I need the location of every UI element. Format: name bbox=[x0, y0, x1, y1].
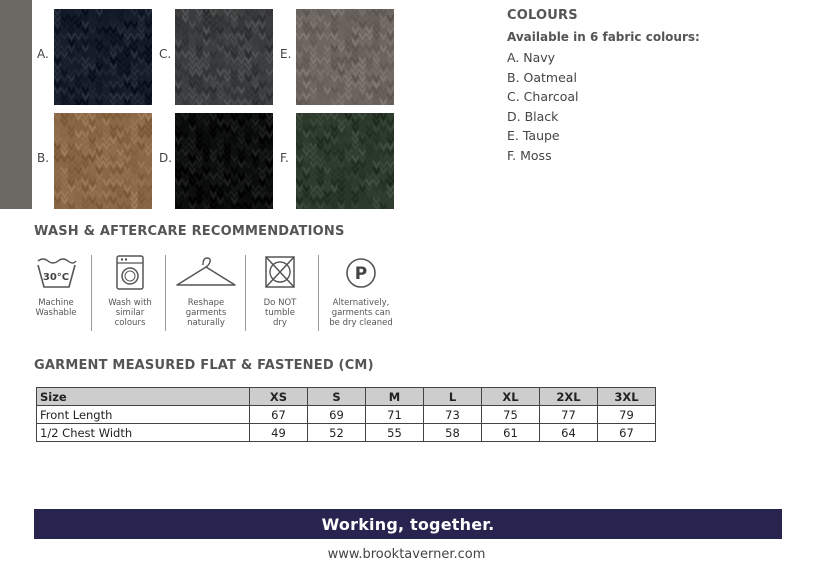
colours-panel bbox=[507, 8, 700, 167]
washing-machine-icon bbox=[110, 253, 150, 293]
colours-subtitle: Available in 6 fabric colours: bbox=[507, 30, 700, 44]
column-header: L bbox=[424, 388, 482, 406]
no-tumble-dry-icon bbox=[260, 253, 300, 293]
table-cell: 58 bbox=[424, 424, 482, 442]
care-title: WASH & AFTERCARE RECOMMENDATIONS bbox=[34, 224, 345, 239]
swatch-label-b: B. bbox=[37, 151, 50, 165]
size-table bbox=[36, 387, 656, 442]
colour-item: D. Black bbox=[507, 108, 559, 124]
swatch-taupe[interactable] bbox=[296, 9, 394, 105]
table-cell: 64 bbox=[540, 424, 598, 442]
svg-text:30°C: 30°C bbox=[42, 272, 70, 283]
colours-title: COLOURS bbox=[507, 8, 578, 23]
divider bbox=[91, 255, 92, 331]
swatch-moss[interactable] bbox=[296, 113, 394, 209]
swatch-charcoal[interactable] bbox=[175, 9, 273, 105]
colour-item: B. Oatmeal bbox=[507, 69, 577, 85]
side-accent-bar bbox=[0, 0, 32, 209]
table-row bbox=[37, 406, 656, 424]
care-caption: Machine Washable bbox=[35, 298, 77, 318]
column-header: S bbox=[308, 388, 366, 406]
table-cell: 75 bbox=[482, 406, 540, 424]
swatch-label-a: A. bbox=[37, 47, 49, 61]
coat-hanger-icon bbox=[173, 253, 239, 293]
table-cell: 69 bbox=[308, 406, 366, 424]
care-reshape bbox=[172, 253, 240, 328]
column-header: 3XL bbox=[598, 388, 656, 406]
swatch-oatmeal[interactable] bbox=[54, 113, 152, 209]
column-header: 2XL bbox=[540, 388, 598, 406]
website-link[interactable]: www.brooktaverner.com bbox=[327, 547, 486, 562]
table-cell: 67 bbox=[250, 406, 308, 424]
care-caption: Do NOT tumble dry bbox=[263, 298, 297, 328]
svg-text:P: P bbox=[354, 264, 368, 284]
table-cell: 61 bbox=[482, 424, 540, 442]
colour-item: E. Taupe bbox=[507, 128, 560, 143]
table-cell: 49 bbox=[250, 424, 308, 442]
footer-slogan: Working, together. bbox=[321, 514, 495, 534]
divider bbox=[165, 255, 166, 331]
swatch-navy[interactable] bbox=[54, 9, 152, 105]
dry-clean-p-icon bbox=[341, 253, 381, 293]
care-no-tumble bbox=[252, 253, 308, 328]
table-cell: 77 bbox=[540, 406, 598, 424]
swatch-label-f: F. bbox=[280, 151, 289, 165]
wash-tub-30-icon bbox=[34, 253, 78, 293]
table-cell: 1/2 Chest Width bbox=[37, 424, 250, 442]
measurements-title: GARMENT MEASURED FLAT & FASTENED (CM) bbox=[34, 358, 374, 373]
swatch-label-e: E. bbox=[280, 47, 292, 61]
table-header-row bbox=[37, 388, 656, 406]
table-cell: 71 bbox=[366, 406, 424, 424]
colour-item: F. Moss bbox=[507, 147, 552, 163]
column-header: Size bbox=[37, 388, 250, 406]
footer-banner bbox=[34, 509, 782, 539]
swatch-black[interactable] bbox=[175, 113, 273, 209]
colour-item: A. Navy bbox=[507, 50, 556, 65]
colour-list bbox=[507, 50, 700, 167]
table-cell: 55 bbox=[366, 424, 424, 442]
table-cell: 73 bbox=[424, 406, 482, 424]
care-caption: Reshape garments naturally bbox=[185, 298, 227, 328]
care-caption: Alternatively, garments can be dry cleaned bbox=[329, 298, 393, 328]
swatch-label-c: C. bbox=[159, 47, 172, 61]
table-cell: 79 bbox=[598, 406, 656, 424]
column-header: M bbox=[366, 388, 424, 406]
divider bbox=[245, 255, 246, 331]
care-dry-clean bbox=[326, 253, 396, 328]
care-wash-similar bbox=[102, 253, 158, 328]
colour-item: C. Charcoal bbox=[507, 89, 579, 104]
care-machine-washable bbox=[28, 253, 84, 318]
care-caption: Wash with similar colours bbox=[108, 298, 152, 328]
divider bbox=[318, 255, 319, 331]
swatch-label-d: D. bbox=[159, 151, 173, 165]
table-cell: 52 bbox=[308, 424, 366, 442]
column-header: XS bbox=[250, 388, 308, 406]
column-header: XL bbox=[482, 388, 540, 406]
table-row bbox=[37, 424, 656, 442]
table-cell: Front Length bbox=[37, 406, 250, 424]
table-cell: 67 bbox=[598, 424, 656, 442]
